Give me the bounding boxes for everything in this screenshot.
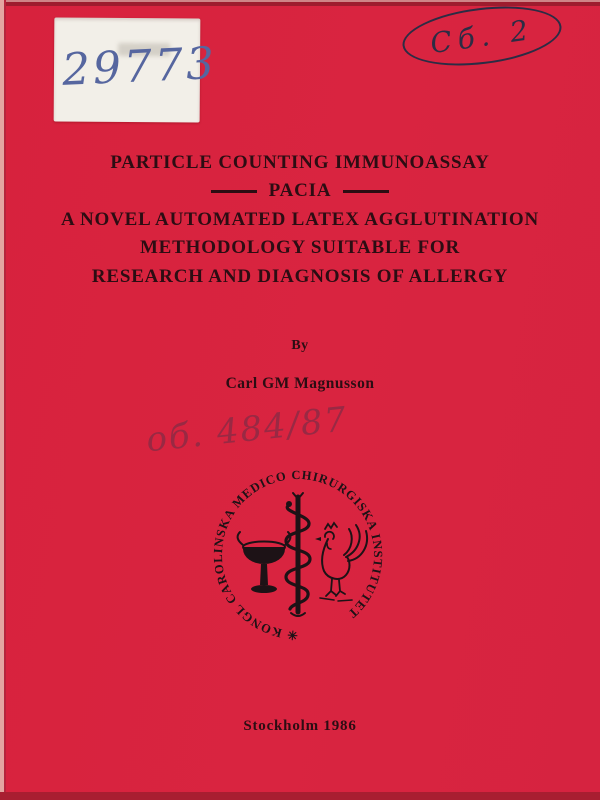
title-line-2 bbox=[0, 177, 600, 205]
pacia-rule-left bbox=[211, 190, 257, 193]
library-sticker bbox=[54, 17, 219, 122]
rod-of-asclepius-icon bbox=[286, 493, 310, 616]
shelf-mark-ellipse bbox=[399, 0, 565, 74]
title-line-5: RESEARCH AND DIAGNOSIS OF ALLERGY bbox=[91, 265, 509, 287]
byline-label: By bbox=[291, 338, 309, 353]
title-line-3: A NOVEL AUTOMATED LATEX AGGLUTINATION bbox=[61, 208, 539, 230]
cover-spine-shadow bbox=[4, 0, 6, 800]
handwritten-accession-note: об. 484/87 bbox=[144, 399, 350, 461]
pacia-rule-right bbox=[343, 190, 389, 193]
hygieia-cup-icon bbox=[238, 532, 291, 593]
title-line-4: METHODOLOGY SUITABLE FOR bbox=[139, 237, 461, 259]
cover-top-shadow bbox=[0, 2, 600, 6]
imprint-line: Stockholm 1986 bbox=[243, 718, 357, 734]
author-name: Carl GM Magnusson bbox=[225, 375, 375, 392]
rooster-icon bbox=[315, 523, 367, 601]
title-acronym: PACIA bbox=[268, 180, 332, 202]
cover-bottom-shadow bbox=[0, 792, 600, 800]
title-line-1: PARTICLE COUNTING IMMUNOASSAY bbox=[110, 152, 490, 173]
institute-seal bbox=[208, 465, 388, 645]
library-accession-number: 29773 bbox=[60, 37, 219, 96]
shelf-mark-text: Сб. 2 bbox=[428, 12, 536, 60]
seal-ring-text: ✳ KONGL CAROLINSKA MEDICO CHIRURGISKA INSTITUTET bbox=[210, 467, 386, 643]
title-block bbox=[0, 149, 600, 291]
